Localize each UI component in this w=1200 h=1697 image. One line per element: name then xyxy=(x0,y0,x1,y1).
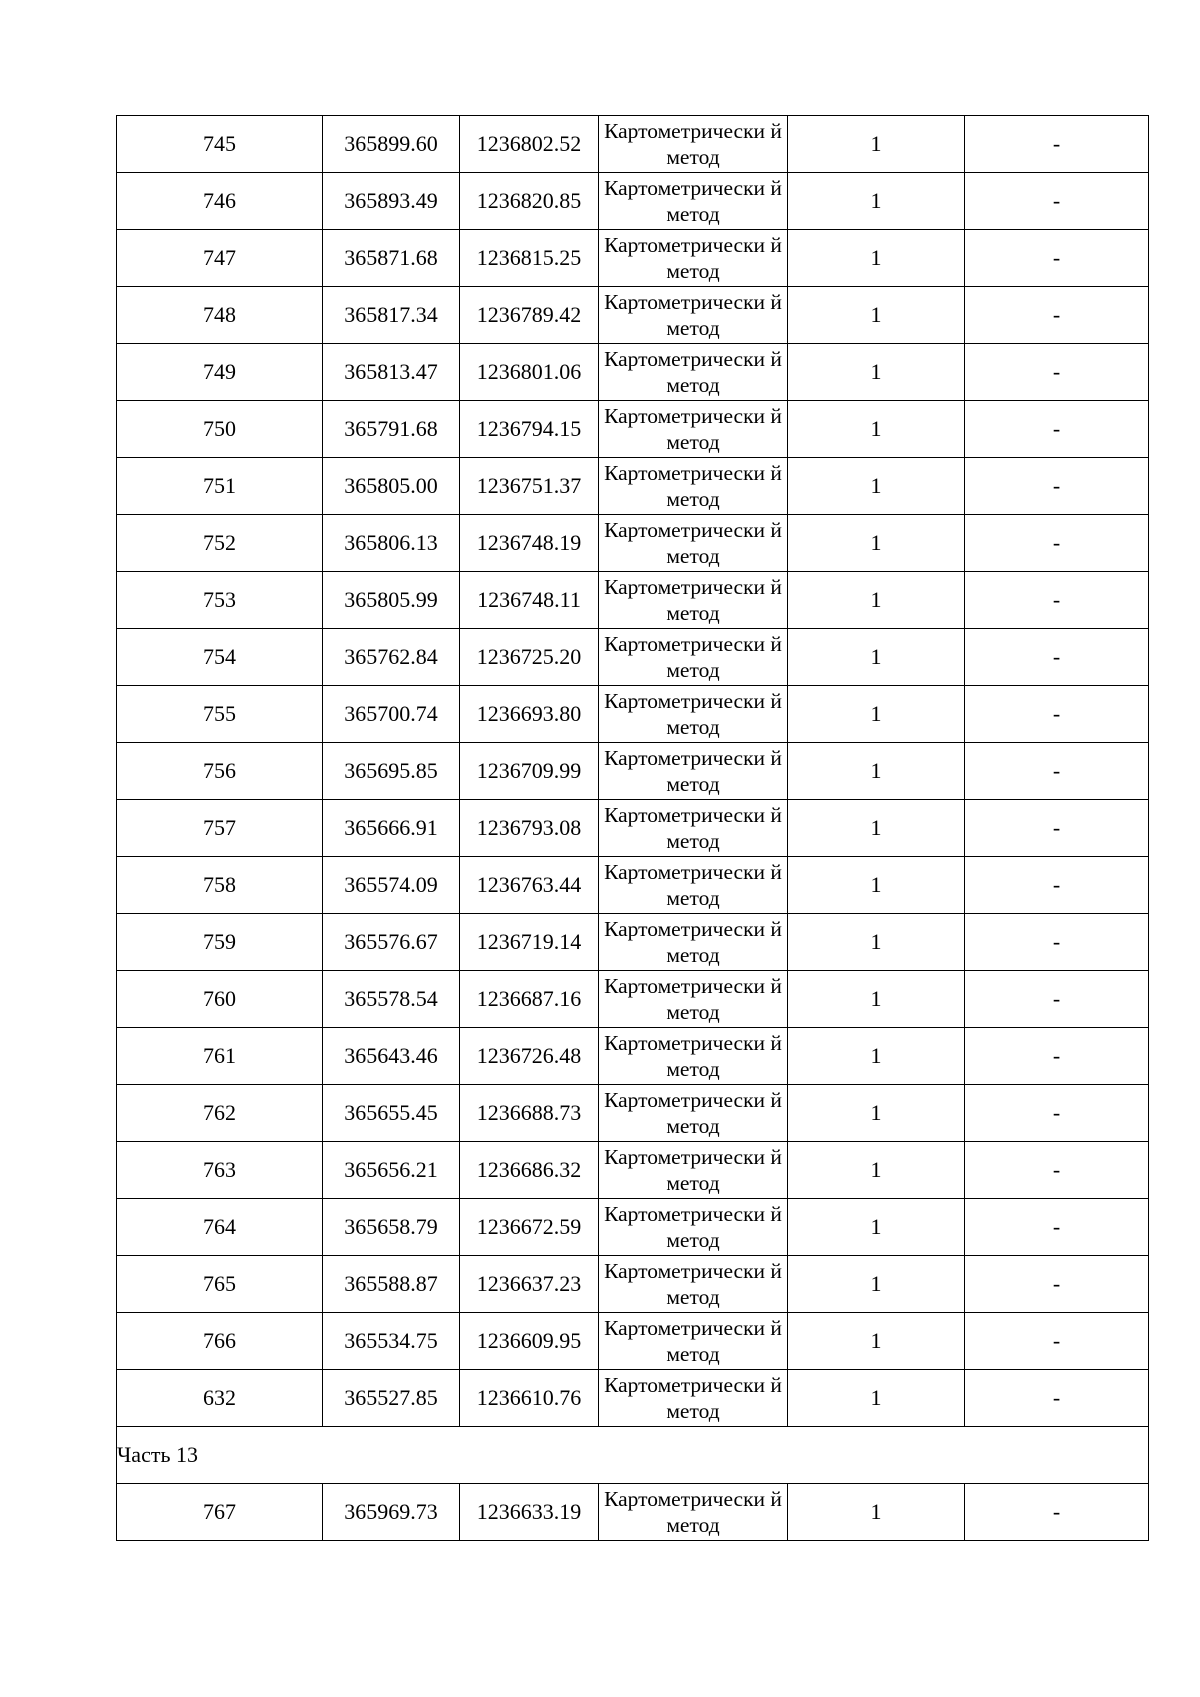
y-coordinate-cell: 1236633.19 xyxy=(460,1484,599,1541)
point-number-cell: 746 xyxy=(117,173,323,230)
table-row xyxy=(117,686,1149,743)
x-coordinate-cell: 365805.00 xyxy=(323,458,460,515)
point-number-cell: 632 xyxy=(117,1370,323,1427)
precision-cell: 1 xyxy=(788,344,965,401)
x-coordinate-cell: 365969.73 xyxy=(323,1484,460,1541)
point-number-cell: 767 xyxy=(117,1484,323,1541)
note-cell: - xyxy=(965,572,1149,629)
method-cell: Картометрически й метод xyxy=(599,1199,788,1256)
note-cell: - xyxy=(965,173,1149,230)
note-cell: - xyxy=(965,1256,1149,1313)
precision-cell: 1 xyxy=(788,857,965,914)
x-coordinate-cell: 365817.34 xyxy=(323,287,460,344)
table-row xyxy=(117,287,1149,344)
note-cell: - xyxy=(965,230,1149,287)
table-row xyxy=(117,116,1149,173)
y-coordinate-cell: 1236725.20 xyxy=(460,629,599,686)
method-cell: Картометрически й метод xyxy=(599,230,788,287)
precision-cell: 1 xyxy=(788,686,965,743)
y-coordinate-cell: 1236688.73 xyxy=(460,1085,599,1142)
point-number-cell: 750 xyxy=(117,401,323,458)
precision-cell: 1 xyxy=(788,800,965,857)
method-cell: Картометрически й метод xyxy=(599,1313,788,1370)
precision-cell: 1 xyxy=(788,629,965,686)
x-coordinate-cell: 365658.79 xyxy=(323,1199,460,1256)
note-cell: - xyxy=(965,1085,1149,1142)
precision-cell: 1 xyxy=(788,914,965,971)
table-row xyxy=(117,230,1149,287)
section-title: Часть 13 xyxy=(117,1427,1149,1484)
point-number-cell: 755 xyxy=(117,686,323,743)
point-number-cell: 758 xyxy=(117,857,323,914)
y-coordinate-cell: 1236793.08 xyxy=(460,800,599,857)
point-number-cell: 753 xyxy=(117,572,323,629)
table-row xyxy=(117,1313,1149,1370)
y-coordinate-cell: 1236801.06 xyxy=(460,344,599,401)
y-coordinate-cell: 1236751.37 xyxy=(460,458,599,515)
x-coordinate-cell: 365871.68 xyxy=(323,230,460,287)
method-cell: Картометрически й метод xyxy=(599,1028,788,1085)
note-cell: - xyxy=(965,1199,1149,1256)
precision-cell: 1 xyxy=(788,515,965,572)
method-cell: Картометрически й метод xyxy=(599,1142,788,1199)
point-number-cell: 749 xyxy=(117,344,323,401)
note-cell: - xyxy=(965,116,1149,173)
method-cell: Картометрически й метод xyxy=(599,572,788,629)
table-row xyxy=(117,344,1149,401)
method-cell: Картометрически й метод xyxy=(599,800,788,857)
note-cell: - xyxy=(965,1313,1149,1370)
point-number-cell: 763 xyxy=(117,1142,323,1199)
x-coordinate-cell: 365813.47 xyxy=(323,344,460,401)
precision-cell: 1 xyxy=(788,1370,965,1427)
precision-cell: 1 xyxy=(788,572,965,629)
precision-cell: 1 xyxy=(788,458,965,515)
x-coordinate-cell: 365527.85 xyxy=(323,1370,460,1427)
point-number-cell: 765 xyxy=(117,1256,323,1313)
table-row xyxy=(117,1370,1149,1427)
precision-cell: 1 xyxy=(788,971,965,1028)
method-cell: Картометрически й метод xyxy=(599,401,788,458)
point-number-cell: 764 xyxy=(117,1199,323,1256)
note-cell: - xyxy=(965,287,1149,344)
table-row xyxy=(117,1085,1149,1142)
method-cell: Картометрически й метод xyxy=(599,857,788,914)
note-cell: - xyxy=(965,914,1149,971)
method-cell: Картометрически й метод xyxy=(599,173,788,230)
precision-cell: 1 xyxy=(788,1484,965,1541)
point-number-cell: 747 xyxy=(117,230,323,287)
section-row xyxy=(117,1427,1149,1484)
note-cell: - xyxy=(965,971,1149,1028)
x-coordinate-cell: 365700.74 xyxy=(323,686,460,743)
x-coordinate-cell: 365666.91 xyxy=(323,800,460,857)
precision-cell: 1 xyxy=(788,1256,965,1313)
table-row xyxy=(117,515,1149,572)
method-cell: Картометрически й метод xyxy=(599,1085,788,1142)
y-coordinate-cell: 1236693.80 xyxy=(460,686,599,743)
method-cell: Картометрически й метод xyxy=(599,686,788,743)
point-number-cell: 756 xyxy=(117,743,323,800)
table-row xyxy=(117,800,1149,857)
y-coordinate-cell: 1236672.59 xyxy=(460,1199,599,1256)
note-cell: - xyxy=(965,1028,1149,1085)
table-row xyxy=(117,1256,1149,1313)
note-cell: - xyxy=(965,458,1149,515)
y-coordinate-cell: 1236748.11 xyxy=(460,572,599,629)
x-coordinate-cell: 365899.60 xyxy=(323,116,460,173)
point-number-cell: 751 xyxy=(117,458,323,515)
method-cell: Картометрически й метод xyxy=(599,344,788,401)
table-row xyxy=(117,971,1149,1028)
y-coordinate-cell: 1236687.16 xyxy=(460,971,599,1028)
point-number-cell: 752 xyxy=(117,515,323,572)
table-row xyxy=(117,857,1149,914)
point-number-cell: 761 xyxy=(117,1028,323,1085)
point-number-cell: 766 xyxy=(117,1313,323,1370)
x-coordinate-cell: 365695.85 xyxy=(323,743,460,800)
method-cell: Картометрически й метод xyxy=(599,1484,788,1541)
point-number-cell: 754 xyxy=(117,629,323,686)
y-coordinate-cell: 1236794.15 xyxy=(460,401,599,458)
precision-cell: 1 xyxy=(788,1199,965,1256)
x-coordinate-cell: 365791.68 xyxy=(323,401,460,458)
note-cell: - xyxy=(965,344,1149,401)
method-cell: Картометрически й метод xyxy=(599,914,788,971)
note-cell: - xyxy=(965,686,1149,743)
y-coordinate-cell: 1236820.85 xyxy=(460,173,599,230)
table-row xyxy=(117,1484,1149,1541)
y-coordinate-cell: 1236802.52 xyxy=(460,116,599,173)
y-coordinate-cell: 1236726.48 xyxy=(460,1028,599,1085)
table-row xyxy=(117,458,1149,515)
note-cell: - xyxy=(965,857,1149,914)
precision-cell: 1 xyxy=(788,1085,965,1142)
note-cell: - xyxy=(965,743,1149,800)
method-cell: Картометрически й метод xyxy=(599,629,788,686)
x-coordinate-cell: 365805.99 xyxy=(323,572,460,629)
method-cell: Картометрически й метод xyxy=(599,971,788,1028)
point-number-cell: 762 xyxy=(117,1085,323,1142)
point-number-cell: 759 xyxy=(117,914,323,971)
y-coordinate-cell: 1236748.19 xyxy=(460,515,599,572)
x-coordinate-cell: 365588.87 xyxy=(323,1256,460,1313)
y-coordinate-cell: 1236637.23 xyxy=(460,1256,599,1313)
x-coordinate-cell: 365534.75 xyxy=(323,1313,460,1370)
point-number-cell: 760 xyxy=(117,971,323,1028)
method-cell: Картометрически й метод xyxy=(599,1256,788,1313)
point-number-cell: 748 xyxy=(117,287,323,344)
note-cell: - xyxy=(965,1142,1149,1199)
method-cell: Картометрически й метод xyxy=(599,515,788,572)
table-body xyxy=(117,116,1149,1541)
y-coordinate-cell: 1236686.32 xyxy=(460,1142,599,1199)
precision-cell: 1 xyxy=(788,1313,965,1370)
table-row xyxy=(117,1199,1149,1256)
note-cell: - xyxy=(965,515,1149,572)
precision-cell: 1 xyxy=(788,287,965,344)
y-coordinate-cell: 1236719.14 xyxy=(460,914,599,971)
y-coordinate-cell: 1236815.25 xyxy=(460,230,599,287)
method-cell: Картометрически й метод xyxy=(599,1370,788,1427)
note-cell: - xyxy=(965,629,1149,686)
x-coordinate-cell: 365893.49 xyxy=(323,173,460,230)
precision-cell: 1 xyxy=(788,1028,965,1085)
table-row xyxy=(117,743,1149,800)
table-row xyxy=(117,572,1149,629)
precision-cell: 1 xyxy=(788,173,965,230)
point-number-cell: 757 xyxy=(117,800,323,857)
method-cell: Картометрически й метод xyxy=(599,287,788,344)
table-row xyxy=(117,1028,1149,1085)
table-row xyxy=(117,1142,1149,1199)
table-row xyxy=(117,173,1149,230)
precision-cell: 1 xyxy=(788,1142,965,1199)
coordinates-table xyxy=(116,115,1149,1541)
note-cell: - xyxy=(965,1484,1149,1541)
method-cell: Картометрически й метод xyxy=(599,116,788,173)
note-cell: - xyxy=(965,1370,1149,1427)
x-coordinate-cell: 365578.54 xyxy=(323,971,460,1028)
y-coordinate-cell: 1236789.42 xyxy=(460,287,599,344)
table-row xyxy=(117,629,1149,686)
y-coordinate-cell: 1236709.99 xyxy=(460,743,599,800)
x-coordinate-cell: 365762.84 xyxy=(323,629,460,686)
y-coordinate-cell: 1236763.44 xyxy=(460,857,599,914)
note-cell: - xyxy=(965,401,1149,458)
precision-cell: 1 xyxy=(788,743,965,800)
precision-cell: 1 xyxy=(788,116,965,173)
x-coordinate-cell: 365576.67 xyxy=(323,914,460,971)
note-cell: - xyxy=(965,800,1149,857)
table-row xyxy=(117,914,1149,971)
method-cell: Картометрически й метод xyxy=(599,458,788,515)
x-coordinate-cell: 365806.13 xyxy=(323,515,460,572)
point-number-cell: 745 xyxy=(117,116,323,173)
x-coordinate-cell: 365643.46 xyxy=(323,1028,460,1085)
precision-cell: 1 xyxy=(788,401,965,458)
method-cell: Картометрически й метод xyxy=(599,743,788,800)
x-coordinate-cell: 365574.09 xyxy=(323,857,460,914)
y-coordinate-cell: 1236610.76 xyxy=(460,1370,599,1427)
y-coordinate-cell: 1236609.95 xyxy=(460,1313,599,1370)
table-row xyxy=(117,401,1149,458)
x-coordinate-cell: 365655.45 xyxy=(323,1085,460,1142)
precision-cell: 1 xyxy=(788,230,965,287)
x-coordinate-cell: 365656.21 xyxy=(323,1142,460,1199)
